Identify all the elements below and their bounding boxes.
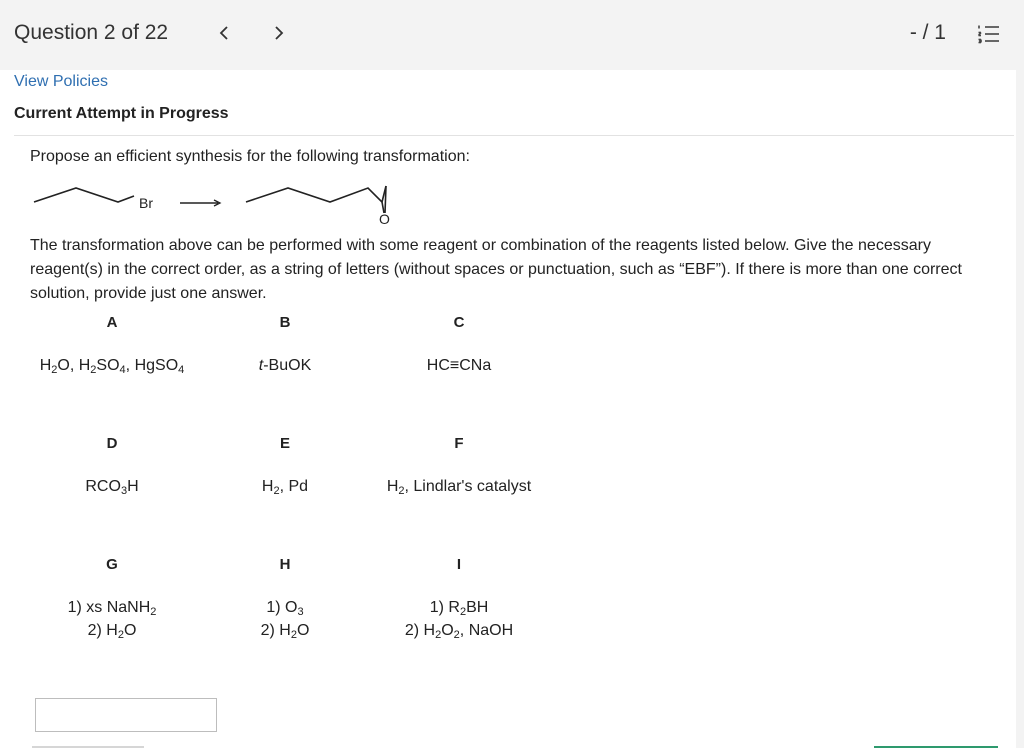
epoxide-chain: [246, 188, 382, 202]
score-display: - / 1: [909, 21, 946, 44]
divider: [14, 135, 1014, 136]
reagent-e: $H_2$, Pd: [261, 478, 309, 497]
reagent-letter-b: B: [279, 314, 291, 331]
bromine-label: Br: [139, 195, 153, 211]
reagent-a: $H_2O$, $H_2SO_4$, HgSO$_4$: [39, 357, 185, 376]
reagent-f: $H_2$, Lindlar's catalyst: [386, 478, 532, 497]
reaction-scheme: [28, 182, 408, 228]
question-counter: Question 2 of 22: [14, 21, 169, 44]
reagent-d: $RCO_3H$: [85, 478, 139, 497]
chevron-right-icon: [274, 25, 284, 41]
scrollbar-track[interactable]: [1016, 70, 1024, 748]
epoxide-oxygen-label: O: [379, 211, 390, 227]
next-question-button[interactable]: [268, 22, 290, 44]
reagent-letter-a: A: [106, 314, 118, 331]
question-list-button[interactable]: [977, 22, 1001, 46]
reagent-g: 1) xs NaNH$_2$ 2) $H_2O$: [67, 599, 157, 641]
reagent-c: HC≡CNa: [426, 357, 492, 374]
view-policies-link[interactable]: View Policies: [14, 73, 108, 90]
alkyl-bromide-chain: [34, 188, 134, 202]
reagent-letter-f: F: [454, 435, 464, 452]
previous-question-button[interactable]: [213, 22, 235, 44]
reagent-letter-g: G: [106, 556, 118, 573]
reagent-i: 1) $R_2BH$ 2) $H_2O_2$, NaOH: [404, 599, 514, 641]
attempt-status: Current Attempt in Progress: [14, 105, 229, 122]
reagent-letter-d: D: [106, 435, 118, 452]
question-prompt: Propose an efficient synthesis for the following transformation:: [30, 148, 470, 165]
chevron-left-icon: [219, 25, 229, 41]
reagent-letter-h: H: [279, 556, 291, 573]
question-header: [0, 0, 1024, 70]
reagent-letter-i: I: [456, 556, 462, 573]
reagent-letter-c: C: [453, 314, 465, 331]
reagent-letter-e: E: [279, 435, 290, 452]
question-list-icon: [977, 22, 1001, 46]
question-description: The transformation above can be performed with some reagent or combination of the reagents listed below. Give the necessary reagent(s) in the correct order, as a string of letters (without spaces or punctuation, such as “EBF”). If there is more than one correct solution, provide just one answer.: [30, 237, 962, 302]
answer-input[interactable]: [35, 698, 217, 732]
reagent-h: 1) $O_3$ 2) $H_2O$: [260, 599, 310, 641]
reagent-b: t-BuOK: [258, 357, 312, 374]
